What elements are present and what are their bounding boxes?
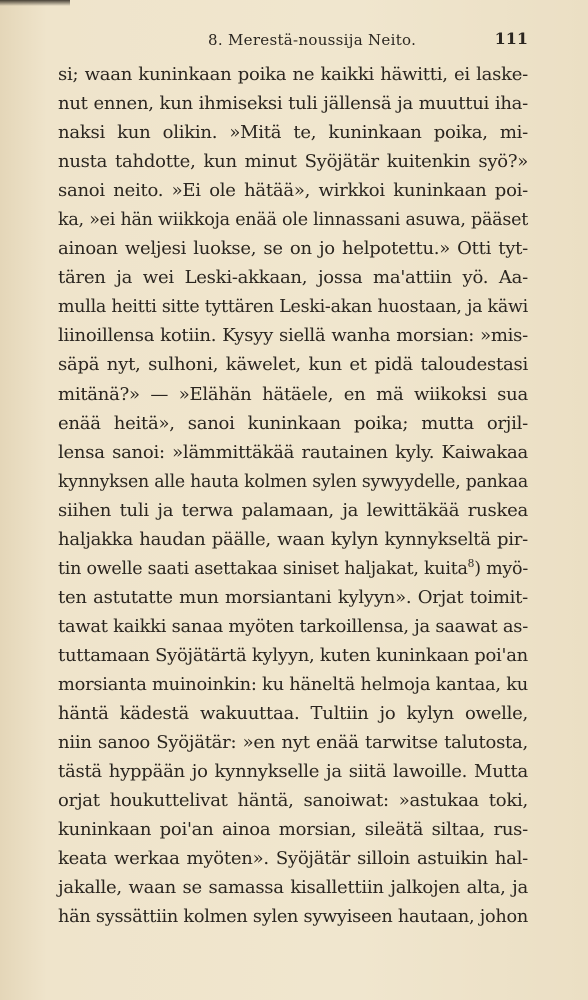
- text-line: tuttamaan Syöjätärtä kylyyn, kuten kuninkaan poi'an: [58, 644, 528, 666]
- text-line: ka, »ei hän wiikkoja enää ole linnassani asuwa, pääset: [58, 209, 528, 231]
- text-line: enää heitä», sanoi kuninkaan poika; mutta orjil-: [58, 412, 528, 434]
- text-line-with-footnote: [58, 554, 528, 583]
- footnote-marker[interactable]: 8: [467, 556, 475, 570]
- scan-edge-shadow: [0, 0, 70, 6]
- text-line: niin sanoo Syöjätär: »en nyt enää tarwitse talutosta,: [58, 732, 528, 754]
- text-line: säpä nyt, sulhoni, käwelet, kun et pidä taloudestasi: [58, 354, 528, 376]
- text-line: hän syssättiin kolmen sylen sywyiseen hautaan, johon: [58, 906, 528, 928]
- text-line: keata werkaa myöten». Syöjätär silloin astuikin hal-: [58, 848, 528, 870]
- text-line-segment: ) myö-: [474, 557, 529, 579]
- text-line: ten astutatte mun morsiantani kylyyn». Orjat toimit-: [58, 586, 528, 608]
- page-number: 111: [494, 29, 528, 48]
- body-text: [58, 60, 528, 931]
- text-line: sanoi neito. »Ei ole hätää», wirkkoi kuninkaan poi-: [58, 180, 528, 202]
- page-header: [58, 29, 528, 53]
- text-line: häntä kädestä wakuuttaa. Tultiin jo kylyn owelle,: [58, 703, 528, 725]
- text-line: nusta tahdotte, kun minut Syöjätär kuitenkin syö?»: [58, 151, 528, 173]
- text-line: mulla heitti sitte tyttären Leski-akan huostaan, ja käwi: [58, 296, 528, 318]
- text-line: morsianta muinoinkin: ku häneltä helmoja kantaa, ku: [58, 673, 528, 695]
- text-line: lensa sanoi: »lämmittäkää rautainen kyly. Kaiwakaa: [58, 441, 528, 463]
- text-line: kuninkaan poi'an ainoa morsian, sileätä siltaa, rus-: [58, 819, 528, 841]
- text-line: si; waan kuninkaan poika ne kaikki häwitti, ei laske-: [58, 64, 528, 85]
- text-line: tästä hyppään jo kynnykselle ja siitä lawoille. Mutta: [58, 761, 528, 783]
- text-line: nut ennen, kun ihmiseksi tuli jällensä ja muuttui iha-: [58, 93, 528, 115]
- text-line: jakalle, waan se samassa kisallettiin jalkojen alta, ja: [58, 877, 528, 899]
- text-line: siihen tuli ja terwa palamaan, ja lewittäkää ruskea: [58, 499, 528, 521]
- text-line: liinoillensa kotiin. Kysyy siellä wanha morsian: »mis-: [58, 325, 528, 347]
- text-line: tären ja wei Leski-akkaan, jossa ma'attiin yö. Aa-: [58, 267, 528, 289]
- text-line-segment: tin owelle saati asettakaa siniset haljakat, kuita: [58, 557, 468, 579]
- text-line: mitänä?» — »Elähän hätäele, en mä wiikoksi sua: [58, 383, 528, 405]
- text-line: kynnyksen alle hauta kolmen sylen sywyydelle, pankaa: [58, 470, 528, 492]
- text-line: orjat houkuttelivat häntä, sanoiwat: »astukaa toki,: [58, 790, 528, 812]
- text-line: ainoan weljesi luokse, se on jo helpotettu.» Otti tyt-: [58, 238, 528, 260]
- text-line: tawat kaikki sanaa myöten tarkoillensa, ja saawat as-: [58, 615, 528, 637]
- text-line: haljakka haudan päälle, waan kylyn kynnykseltä pir-: [58, 528, 528, 550]
- text-line: naksi kun olikin. »Mitä te, kuninkaan poika, mi-: [58, 122, 528, 144]
- running-head: 8. Merestä-noussija Neito.: [208, 31, 417, 49]
